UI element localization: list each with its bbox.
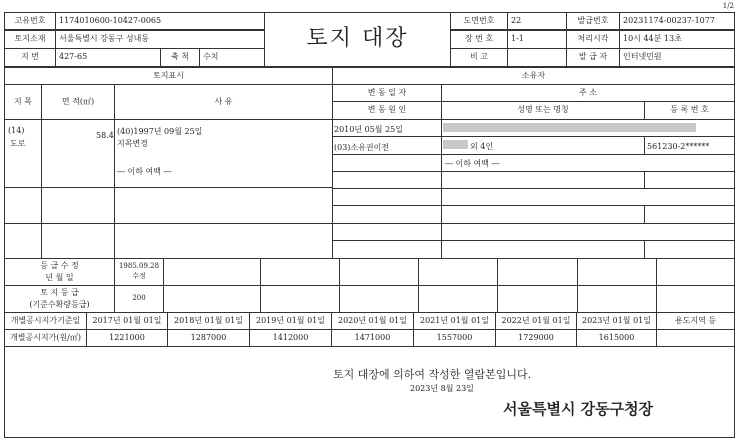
- scale-label: 축 척: [160, 48, 200, 67]
- land-col-category: 지 목: [4, 84, 42, 120]
- land-reason-line1: (40)1997년 09월 25일: [117, 127, 203, 136]
- price-value-cell: 1615000: [576, 329, 657, 347]
- sheet-no-label: 장 번 호: [450, 30, 508, 49]
- price-value-cell: 1557000: [413, 329, 496, 347]
- grade-revision-label: [4, 258, 115, 286]
- land-section-title: 토지표시: [4, 67, 333, 85]
- owner-blank-mark: ― 이하 여백 ―: [445, 159, 500, 168]
- price-value-cell: 1471000: [331, 329, 414, 347]
- owner-row-blank: [644, 240, 735, 259]
- owner-row-blank: [441, 188, 735, 206]
- owner-row-blank: [332, 154, 442, 172]
- zone-value: [656, 329, 735, 347]
- grade-value: 200: [114, 285, 164, 313]
- price-date-cell: 2020년 01월 01일: [331, 312, 414, 330]
- grade-label-1: 토 지 등 급: [40, 287, 79, 297]
- owner-row-blank: [332, 223, 442, 241]
- owner-col-reg-no: 등 록 번 호: [644, 101, 735, 120]
- price-value-label: 개별공시지가(원/㎡): [4, 329, 87, 347]
- land-row-blank: [4, 223, 42, 259]
- grade-blank-cell: [418, 285, 498, 313]
- unique-no-label: 고유번호: [4, 12, 56, 30]
- owner-row-blank: [644, 205, 735, 224]
- price-value-cell: 1729000: [495, 329, 577, 347]
- grade-blank-cell: [577, 285, 657, 313]
- land-row-blank: [114, 187, 333, 224]
- grade-blank-cell: [163, 258, 261, 286]
- price-date-cell: 2018년 01월 01일: [167, 312, 250, 330]
- issue-no-value: 20231174-00237-1077: [619, 12, 735, 30]
- owner-section-title: 소유자: [332, 67, 735, 85]
- document-title: 토지 대장: [264, 12, 451, 67]
- redacted-name: [443, 140, 468, 149]
- land-col-reason: 사 유: [114, 84, 333, 120]
- footer-date: 2023년 8월 23일: [410, 384, 474, 393]
- owner-row-blank: [441, 171, 645, 189]
- price-value-cell: 1287000: [167, 329, 250, 347]
- land-area-value: 58.4: [96, 131, 114, 140]
- price-date-cell: 2017년 01월 01일: [86, 312, 168, 330]
- land-category-name: 도로: [10, 139, 26, 148]
- price-date-cell: 2022년 01월 01일: [495, 312, 577, 330]
- grade-blank-cell: [260, 258, 340, 286]
- grade-revision-note: 수정: [132, 272, 146, 280]
- owner-row-blank: [332, 205, 442, 224]
- owner-reg-no: 561230-2******: [647, 142, 710, 151]
- land-row-blank: [41, 187, 115, 224]
- issuer-value: 인터넷민원: [619, 48, 735, 67]
- footer-note: 토지 대장에 의하여 작성한 열람본입니다.: [333, 368, 532, 381]
- owner-col-address: 주 소: [441, 84, 735, 102]
- map-no-value: 22: [507, 12, 567, 30]
- grade-blank-cell: [656, 258, 735, 286]
- issuer-label: 발 급 자: [566, 48, 620, 67]
- grade-blank-cell: [260, 285, 340, 313]
- price-date-cell: 2019년 01월 01일: [249, 312, 332, 330]
- owner-col-change-reason: 변 동 원 인: [332, 101, 442, 120]
- location-label: 토지소재: [4, 30, 56, 49]
- price-date-cell: 2021년 01월 01일: [413, 312, 496, 330]
- grade-blank-cell: [418, 258, 498, 286]
- land-reason-line2: 지목변경: [117, 139, 148, 148]
- owner-row-blank: [332, 240, 442, 259]
- land-body-area-col: [41, 119, 115, 188]
- grade-label: [4, 285, 115, 313]
- land-row-blank: [114, 223, 333, 259]
- grade-revision-label-1: 등 급 수 정: [40, 260, 79, 270]
- time-label: 처리시각: [566, 30, 620, 49]
- remark-label: 비 고: [450, 48, 508, 67]
- grade-blank-cell: [577, 258, 657, 286]
- price-value-cell: 1221000: [86, 329, 168, 347]
- grade-blank-cell: [656, 285, 735, 313]
- land-category-code: (14): [8, 126, 25, 135]
- owner-row-blank: [441, 240, 645, 259]
- lot-label: 지 번: [4, 48, 56, 67]
- land-row-blank: [4, 187, 42, 224]
- grade-revision-cell: [114, 258, 164, 286]
- land-row-blank: [41, 223, 115, 259]
- owner-row-blank: [332, 171, 442, 189]
- land-blank-mark: ― 이하 여백 ―: [117, 167, 172, 176]
- owner-row-blank: [441, 223, 735, 241]
- zone-label: 용도지역 등: [656, 312, 735, 330]
- issue-no-label: 발급번호: [566, 12, 620, 30]
- price-value-cell: 1412000: [249, 329, 332, 347]
- sheet-no-value: 1-1: [507, 30, 567, 49]
- scale-value: 수치: [199, 48, 265, 67]
- owner-col-change-date: 변 동 일 자: [332, 84, 442, 102]
- redacted-address: [443, 123, 696, 132]
- owner-row-blank: [441, 205, 645, 224]
- owner-row-blank: [644, 171, 735, 189]
- page-indicator: 1/2: [722, 2, 734, 10]
- time-value: 10시 44분 13초: [619, 30, 735, 49]
- lot-value: 427-65: [55, 48, 161, 67]
- grade-blank-cell: [497, 285, 578, 313]
- price-date-cell: 2023년 01월 01일: [576, 312, 657, 330]
- land-col-area: 면 적(㎡): [41, 84, 115, 120]
- owner-row-blank: [332, 188, 442, 206]
- map-no-label: 도면번호: [450, 12, 508, 30]
- grade-revision-date: 1985.09.28: [118, 262, 160, 271]
- grade-blank-cell: [339, 258, 419, 286]
- grade-label-2: (기준수확량등급): [29, 299, 90, 309]
- remark-value: [507, 48, 567, 67]
- grade-revision-label-2: 년 월 일: [45, 272, 74, 282]
- price-date-label: 개별공시지가기준일: [4, 312, 87, 330]
- grade-blank-cell: [497, 258, 578, 286]
- unique-no-value: 1174010600-10427-0065: [55, 12, 265, 30]
- owner-name-suffix: 외 4인: [470, 142, 494, 151]
- owner-change-reason: (03)소유권이전: [334, 143, 390, 152]
- grade-blank-cell: [339, 285, 419, 313]
- owner-change-date: 2010년 05월 25일: [334, 125, 403, 134]
- grade-blank-cell: [163, 285, 261, 313]
- owner-col-name: 성명 또는 명칭: [441, 101, 645, 120]
- location-value: 서울특별시 강동구 성내동: [55, 30, 265, 49]
- issuing-office: 서울특별시 강동구청장: [503, 400, 654, 418]
